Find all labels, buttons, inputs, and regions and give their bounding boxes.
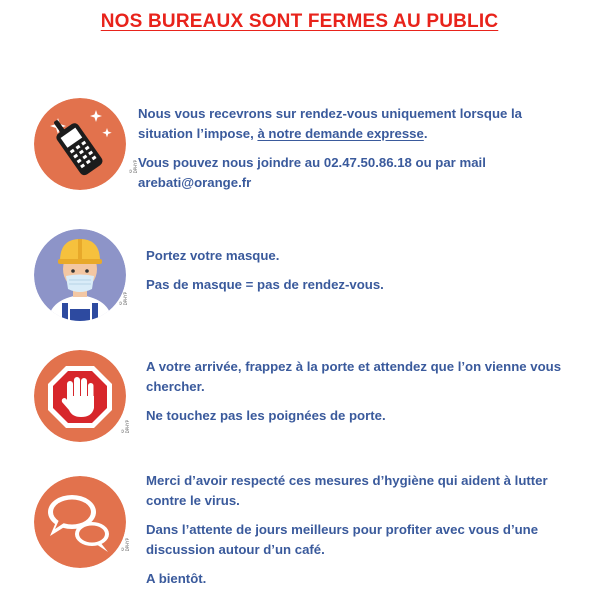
emphasis-text: à notre demande expresse xyxy=(257,126,424,141)
stop-hand-icon xyxy=(34,350,126,442)
masked-worker-icon xyxy=(34,229,126,321)
paragraph-text: A bientôt. xyxy=(146,571,207,586)
phone-icon xyxy=(34,98,126,190)
paragraph-text: Merci d’avoir respecté ces mesures d’hygiène qui aident à lutter contre le virus. xyxy=(146,473,548,508)
paragraph-text: Vous pouvez nous joindre au 02.47.50.86.18 ou par mail arebati@orange.fr xyxy=(138,155,486,190)
punctuation: . xyxy=(423,126,428,141)
page-title: NOS BUREAUX SONT FERMES AU PUBLIC xyxy=(100,11,499,32)
paragraph-text: Portez votre masque. xyxy=(146,248,280,263)
section-text xyxy=(146,246,566,304)
paragraph-text: Ne touchez pas les poignées de porte. xyxy=(146,408,386,423)
paragraph-text: A votre arrivée, frappez à la porte et attendez que l’on vienne vous chercher. xyxy=(146,359,562,394)
icon-credit: © DPHYP xyxy=(118,292,128,306)
section-text xyxy=(146,471,586,598)
section-text xyxy=(138,104,558,202)
icon-credit: © DPHYP xyxy=(120,538,130,552)
paragraph-text: Nous vous recevrons sur rendez-vous uniquement lorsque la situation l’impose, xyxy=(138,106,522,141)
icon-credit: © DPHYP xyxy=(128,160,138,174)
paragraph-text: Dans l’attente de jours meilleurs pour profiter avec vous d’une discussion autour d’un café. xyxy=(146,522,539,557)
section-text xyxy=(146,357,591,435)
paragraph-text: Pas de masque = pas de rendez-vous. xyxy=(146,277,384,292)
speech-bubbles-icon xyxy=(34,476,126,568)
icon-credit: © DPHYP xyxy=(120,420,130,434)
